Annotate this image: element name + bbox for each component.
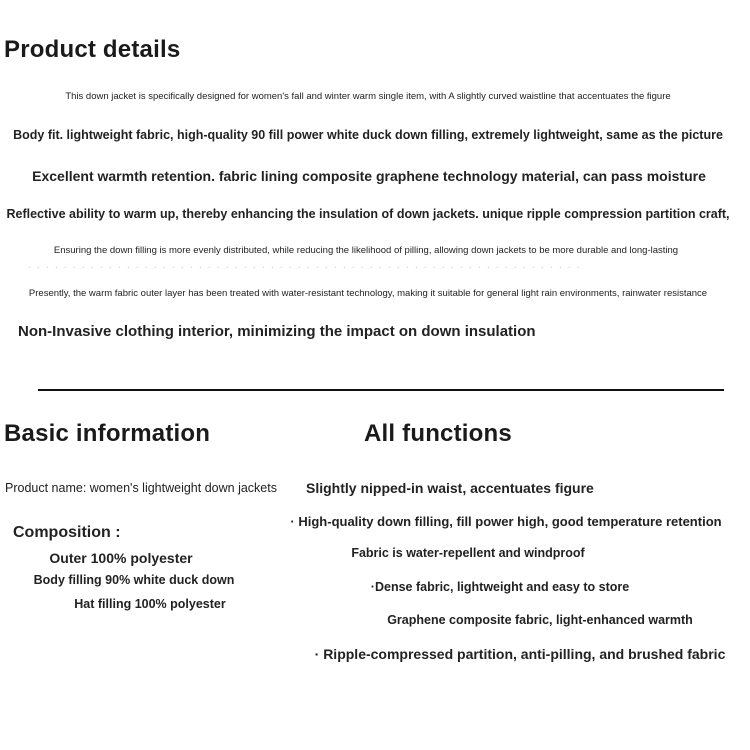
- product-detail-line: This down jacket is specifically designed for women's fall and winter warm single item, with A slightly curved waistline that accentuates the figure: [65, 91, 671, 102]
- function-item: Slightly nipped-in waist, accentuates figure: [306, 480, 594, 496]
- product-details-heading: Product details: [4, 36, 181, 63]
- composition-label: Composition :: [13, 524, 121, 541]
- all-functions-heading: All functions: [364, 420, 512, 447]
- function-item: ·Dense fabric, lightweight and easy to store: [370, 580, 630, 594]
- function-item: Fabric is water-repellent and windproof: [351, 546, 585, 560]
- product-detail-line: Reflective ability to warm up, thereby enhancing the insulation of down jackets. unique ripple compression partition craft,: [6, 207, 730, 221]
- composition-item: Hat filling 100% polyester: [74, 597, 226, 611]
- product-detail-line: Ensuring the down filling is more evenly distributed, while reducing the likelihood of pilling, allowing down jackets to be more durable and long-lasting: [53, 245, 679, 256]
- section-divider: [38, 389, 724, 391]
- product-detail-line: Presently, the warm fabric outer layer has been treated with water-resistant technology, making it suitable for general light rain environments, rainwater resistance: [28, 288, 708, 299]
- product-detail-line: Non-Invasive clothing interior, minimizing the impact on down insulation: [18, 323, 536, 340]
- composition-item: Outer 100% polyester: [49, 550, 193, 566]
- composition-item: Body filling 90% white duck down: [33, 573, 235, 587]
- product-detail-line: Body fit. lightweight fabric, high-quality 90 fill power white duck down filling, extremely lightweight, same as the picture: [13, 128, 723, 142]
- function-item: · Ripple-compressed partition, anti-pilling, and brushed fabric: [314, 646, 726, 662]
- function-item: Graphene composite fabric, light-enhanced warmth: [387, 613, 693, 627]
- function-item: · High-quality down filling, fill power high, good temperature retention: [290, 514, 722, 529]
- product-detail-line: Excellent warmth retention. fabric lining composite graphene technology material, can pass moisture: [32, 168, 706, 184]
- cropped-text-line: . . . . . . . . . . . . . . . . . . . . . . . . . . . . . . . . . . . . . . . . . . . . . . . . . . . . . . . . . . . . . .: [28, 260, 582, 270]
- basic-information-heading: Basic information: [4, 420, 211, 447]
- product-name: Product name: women's lightweight down jackets: [5, 481, 277, 495]
